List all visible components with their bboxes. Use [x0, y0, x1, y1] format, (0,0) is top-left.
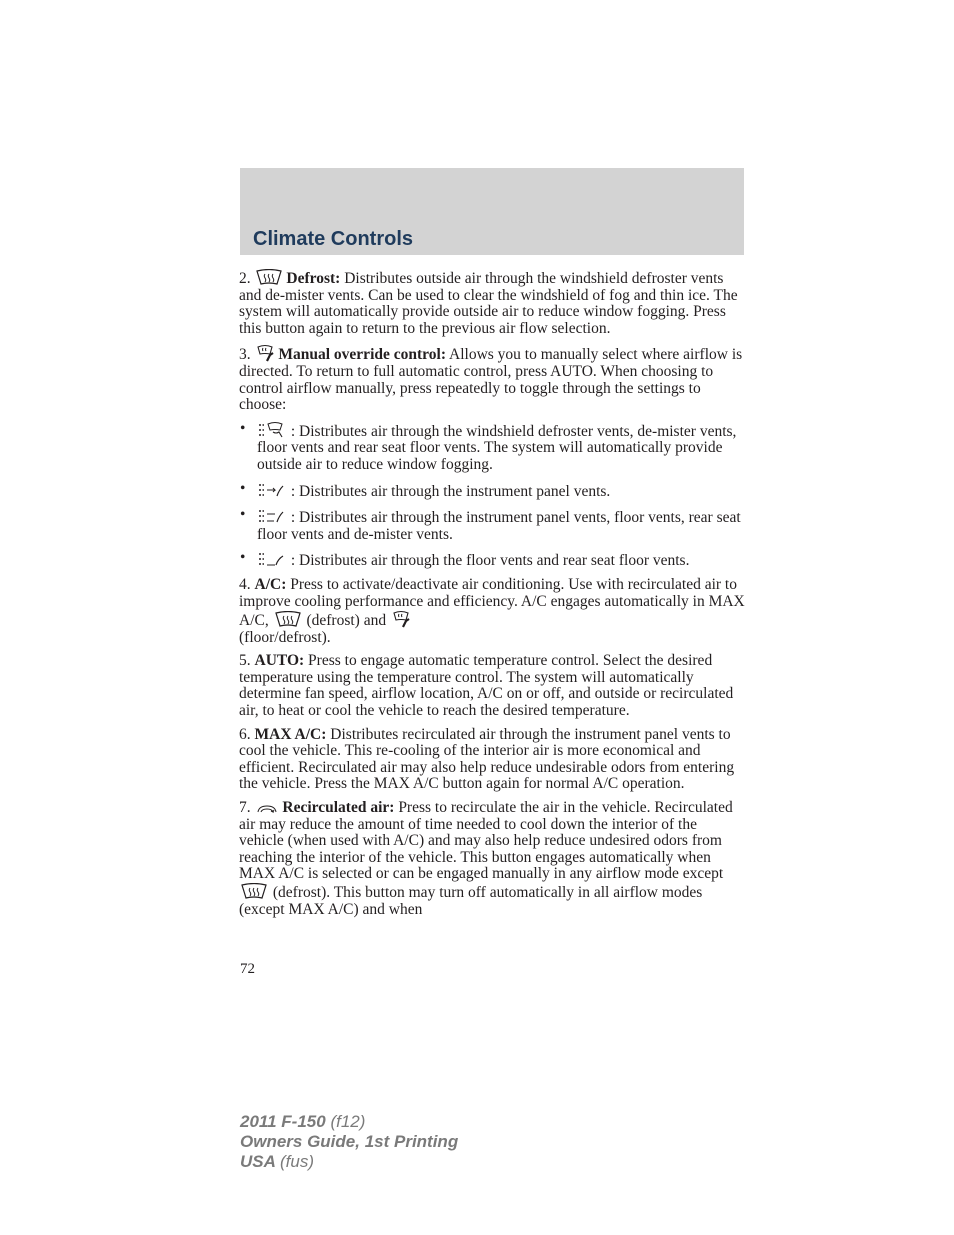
- document-footer: [240, 1112, 458, 1172]
- defrost-label: Defrost:: [286, 270, 341, 287]
- item-recirculated-air: 7. Recirculated air: Press to recirculate the air in the vehicle. Recirculated air may reduce the amount of time needed to cool down the interior of the vehicle (when used with A/C) and may also help reduce undesired odors from reaching the interior of the vehicle. This button engages automatically when MAX A/C is selected or can be engaged manually in any airflow mode except (defrost). This button may turn off automatically in all airflow modes (except MAX A/C) and when: [239, 799, 733, 918]
- page-content: [239, 269, 745, 925]
- footer-line-model: 2011 F-150 (f12): [240, 1112, 366, 1131]
- auto-label: AUTO:: [254, 652, 305, 670]
- windshield-defrost-icon: [255, 269, 283, 286]
- item-defrost: 2. Defrost: Distributes outside air through the windshield defroster vents and de-mister vents. Can be used to clear the windshield of fog and thin ice. The system will automatically provide outside air to reduce window fogging. Press this button again to return to the previous air flow selection.: [239, 270, 738, 337]
- item-auto: 5. AUTO: Press to engage automatic temperature control. Select the desired temperature using the temperature control. The system will automatically determine fan speed, airflow location, A/C on or off, and outside or recirculated air, to heat or cool the vehicle to reach the desired temperature.: [239, 652, 734, 720]
- manual-airflow-seat-icon: [255, 344, 275, 362]
- recirculated-air-label: Recirculated air:: [282, 799, 395, 817]
- panel-floor-vent-icon: [257, 507, 287, 525]
- list-item: • : Distributes air through the instrument panel vents.: [240, 479, 611, 500]
- list-item: • : Distributes air through the windshield defroster vents, de-mister vents, floor vents and rear seat floor vents. The system will automatically provide outside air to reduce window fogging.: [240, 419, 737, 473]
- floor-defrost-icon: [257, 421, 287, 439]
- max-ac-label: MAX A/C:: [254, 725, 327, 743]
- panel-vent-icon: [257, 481, 287, 499]
- recirculation-icon: [255, 803, 279, 815]
- item-manual-override: 3. Manual override control: Allows you to manually select where airflow is directed. To return to full automatic control, press AUTO. When choosing to control airflow manually, press repeatedly to toggle through the settings to choose:: [239, 346, 743, 414]
- page-number: 72: [240, 961, 255, 977]
- windshield-defrost-icon: [273, 611, 303, 628]
- windshield-defrost-icon: [239, 883, 269, 900]
- list-item: • : Distributes air through the instrument panel vents, floor vents, rear seat floor vents and de-mister vents.: [240, 506, 741, 543]
- footer-line-region: USA (fus): [240, 1152, 314, 1171]
- manual-text: Allows you to manually select where airflow is directed. To return to full automatic control, press AUTO. When choosing to control airflow manually, press repeatedly to toggle through the settings to choose:: [239, 346, 743, 414]
- manual-label: Manual override control:: [278, 346, 446, 364]
- item-ac: 4. A/C: Press to activate/deactivate air conditioning. Use with recirculated air to improve cooling performance and efficiency. A/C engages automatically in MAX A/C, (defrost) and (floor/defrost).: [239, 575, 745, 646]
- section-header: [240, 168, 744, 255]
- floor-vent-icon: [257, 550, 287, 568]
- item-max-ac: 6. MAX A/C: Distributes recirculated air through the instrument panel vents to cool the vehicle. This re-cooling of the interior air is more economical and efficient. Recirculated air may also help reduce undesirable odors from entering the vehicle. Press the MAX A/C button again for normal A/C operation.: [239, 725, 735, 793]
- floor-defrost-icon: [390, 610, 412, 628]
- defrost-text: Distributes outside air through the windshield defroster vents and de-mister vents. Can be used to clear the windshield of fog and thin ice. The system will automatically provide outside air to reduce window fogging. Press this button again to return to the previous air flow selection.: [239, 270, 738, 337]
- footer-line-edition: Owners Guide, 1st Printing: [240, 1132, 459, 1151]
- list-item: • : Distributes air through the floor vents and rear seat floor vents.: [240, 549, 690, 570]
- ac-label: A/C:: [254, 575, 287, 593]
- section-title: Climate Controls: [253, 228, 414, 250]
